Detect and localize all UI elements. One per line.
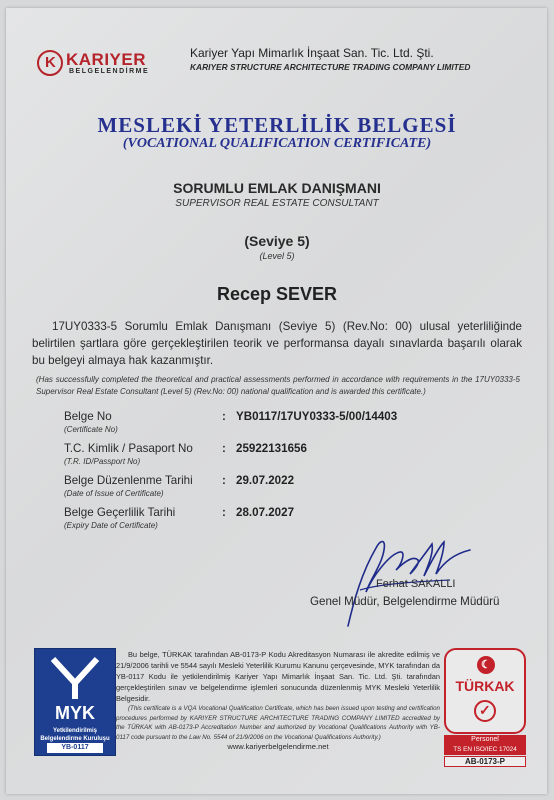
check-icon: ✓ xyxy=(474,700,496,722)
logo-name: KARIYER xyxy=(66,50,147,69)
field-colon: : xyxy=(222,442,226,455)
turkak-personel: Personel xyxy=(444,735,526,745)
statement-text-en: (Has successfully completed the theoretical and practical assessments performed in accordance with requirements in the 17UY0333-5 Supervisor Real Estate Consultant (Level 5) (Rev.No: 00) national qualification and is awarded this certificate.) xyxy=(36,375,520,396)
statement-text: 17UY0333-5 Sorumlu Emlak Danışmanı (Seviye 5) (Rev.No: 00) ulusal yeterliliğinde belirtilen şartlara göre gerçekleştirilen teorik ve performansa dayalı sınavlarda başarılı olarak bu belgeyi almaya hak kazanmıştır. xyxy=(32,320,522,367)
signatory-title: Genel Müdür, Belgelendirme Müdürü xyxy=(310,595,500,608)
field-colon: : xyxy=(222,474,226,487)
field-value-id-no: 25922131656 xyxy=(236,442,307,455)
myk-name: MYK xyxy=(55,703,95,723)
field-value-certificate-no: YB0117/17UY0333-5/00/14403 xyxy=(236,410,398,423)
holder-name: Recep SEVER xyxy=(216,284,338,304)
kariyer-logo-icon: K xyxy=(37,50,63,76)
field-sublabel-expiry-date: (Expiry Date of Certificate) xyxy=(64,521,158,530)
field-sublabel-certificate-no: (Certificate No) xyxy=(64,425,118,434)
crescent-star-icon: ☾ xyxy=(477,656,495,674)
qualification-level: (Seviye 5) xyxy=(244,233,310,249)
turkak-code: AB-0173-P xyxy=(444,756,526,767)
website-link[interactable]: www.kariyerbelgelendirme.net xyxy=(227,742,329,751)
turkak-logo xyxy=(444,648,526,734)
company-name-en: KARIYER STRUCTURE ARCHITECTURE TRADING COMPANY LIMITED xyxy=(190,62,471,72)
field-label-issue-date: Belge Düzenlenme Tarihi xyxy=(64,474,193,487)
qualification-level-en: (Level 5) xyxy=(259,251,295,261)
field-colon: : xyxy=(222,410,226,423)
certificate-title-en: (VOCATIONAL QUALIFICATION CERTIFICATE) xyxy=(122,136,432,151)
logo-subtitle: BELGELENDİRME xyxy=(69,68,150,75)
field-label-certificate-no: Belge No xyxy=(64,410,112,423)
turkak-standard: TS EN ISO/IEC 17024 xyxy=(444,745,526,755)
qualification-role: SORUMLU EMLAK DANIŞMANI xyxy=(173,180,381,196)
myk-authorized-text: Yetkilendirilmiş Belgelendirme Kuruluşu xyxy=(40,728,110,742)
turkak-name: TÜRKAK xyxy=(455,678,515,694)
certificate-title: MESLEKİ YETERLİLİK BELGESİ xyxy=(97,113,457,137)
field-colon: : xyxy=(222,506,226,519)
field-value-issue-date: 29.07.2022 xyxy=(236,474,295,487)
myk-emblem-icon xyxy=(49,653,101,701)
field-sublabel-issue-date: (Date of Issue of Certificate) xyxy=(64,489,164,498)
footer-legal-text: Bu belge, TÜRKAK tarafından AB-0173-P Kodu Akreditasyon Numarası ile akredite edilmiş ve 21/9/2006 tarihli ve 5544 sayılı Mesleki Yeterlilik Kurumu Kanunu çerçevesinde, MYK tarafından da YB-0117 Kodu ile yetkilendirilmiş Kariyer Yapı Mimarlık İnşaat San. Tic. Ltd. Şti. tarafından gerçekleştirilen sınav ve belgelendirme işlemleri sonucunda düzenlenmiş MYK Mesleki Yeterlilik Belgesidir. xyxy=(116,650,440,703)
myk-logo xyxy=(34,648,116,756)
field-sublabel-id-no: (T.R. ID/Passport No) xyxy=(64,457,141,466)
qualification-role-en: SUPERVISOR REAL ESTATE CONSULTANT xyxy=(175,198,379,209)
myk-code: YB-0117 xyxy=(47,743,103,753)
field-label-id-no: T.C. Kimlik / Pasaport No xyxy=(64,442,193,455)
company-name: Kariyer Yapı Mimarlık İnşaat San. Tic. Ltd. Şti. xyxy=(190,46,434,60)
signatory-name: Ferhat SAKALLI xyxy=(376,578,456,590)
field-label-expiry-date: Belge Geçerlilik Tarihi xyxy=(64,506,176,519)
footer-legal-text-en: (This certificate is a VQA Vocational Qualification Certificate, which has been issued upon testing and certification procedures performed by KARIYER STRUCTURE ARCHITECTURE TRADING COMPANY LIMITED accredited by the TÜRKAK with AB-0173-P Accreditation Number and authorized by Vocational Qualifications Authority with YB-0117 code pursuant to the Law No. 5544 of 21/9/2006 on the Vocational Qualifications Authority.) xyxy=(116,705,440,741)
field-value-expiry-date: 28.07.2027 xyxy=(236,506,295,519)
